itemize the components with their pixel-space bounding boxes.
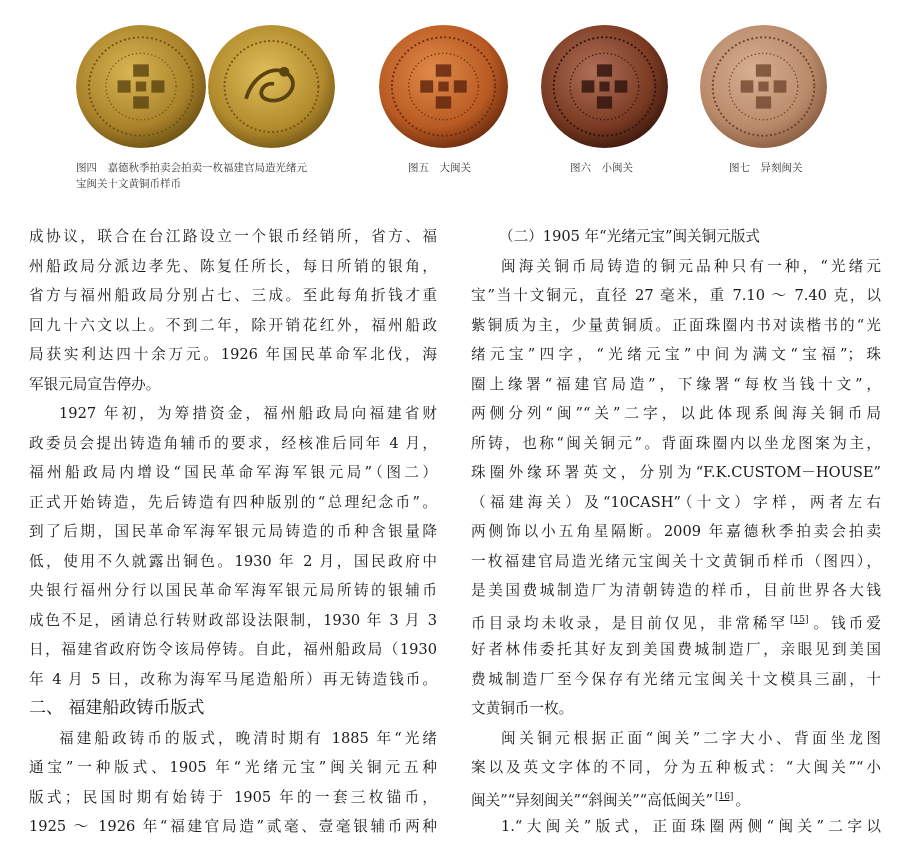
text-line: 一枚福建官局造光绪元宝闽关十文黄铜币样币（图四），	[471, 552, 881, 570]
text-line: 福州船政局内增设“国民革命军海军银元局”（图二）	[29, 464, 437, 481]
text-line: （福建海关）及“10CASH”（十文）字样，两者左右	[471, 493, 881, 511]
text-line: 闽关铜元根据正面“闽关”二字大小、背面坐龙图	[501, 729, 881, 747]
text-line: 省方与福州船政局分别占七、三成。至此每角折钱才重	[29, 287, 437, 304]
fig6-caption: 图六 小闽关	[570, 162, 633, 174]
text-line: 低，使用不久就露出铜色。1930 年 2 月，国民政府中	[29, 552, 437, 570]
text-line: 案以及英文字体的不同，分为五种板式：“大闽关”“小	[471, 759, 881, 776]
coin-fig5	[379, 25, 508, 148]
text-line: 好者林伟委托其好友到美国费城制造厂，亲眼见到美国	[471, 641, 881, 658]
text-fragment: 闽关”“异刻闽关”“斜闽关”“高低闽关”	[471, 791, 713, 809]
text-line: 绪元宝”四字，“光绪元宝”中间为满文“宝福”；珠	[471, 346, 881, 363]
text-fragment: 币目录均未收录，是目前仅见，非常稀罕	[471, 614, 789, 632]
text-line: 军银元局宣告停办。	[29, 375, 161, 393]
fig5-caption: 图五 大闽关	[408, 162, 471, 174]
text-line: 政委员会提出铸造角辅币的要求，经核准后同年 4 月，	[29, 434, 437, 452]
text-line: 是美国费城制造厂为清朝铸造的样币，目前世界各大钱	[471, 582, 881, 599]
coin-fig4-reverse	[208, 25, 335, 148]
text-line: 局获实利达四十余万元。1926 年国民革命军北伐，海	[29, 346, 437, 363]
text-line: 通宝”一种版式、1905 年“光绪元宝”闽关铜元五种	[29, 759, 437, 776]
text-line: 成色不足，函请总行转财政部设法限制，1930 年 3 月 3	[29, 611, 437, 629]
text-line: 两侧分列“闽”“关”二字，以此体现系闽海关铜币局	[471, 405, 881, 422]
text-line: 福建船政铸币的版式，晚清时期有 1885 年“光绪	[59, 729, 437, 747]
text-line: 紫铜质为主，少量黄铜质。正面珠圈内书对读楷书的“光	[471, 316, 881, 334]
text-line: 1.“大闽关”版式，正面珠圈两侧“闽关”二字以	[501, 818, 881, 835]
section-heading: 二、 福建船政铸币版式	[29, 698, 205, 718]
text-line: 圈上缘署“福建官局造”，下缘署“每枚当钱十文”，	[471, 375, 881, 393]
right-column	[471, 222, 881, 842]
footnote-ref-16[interactable]: [16]	[714, 791, 734, 802]
text-line: 州船政局分派边孝先、陈复任所长，每日所销的银角，	[29, 257, 437, 275]
fig4-caption-line1: 图四 嘉德秋季拍卖会拍卖一枚福建官局造光绪元	[76, 162, 307, 174]
text-line: 1925 ～ 1926 年“福建官局造”贰毫、壹毫银辅币两种	[29, 818, 437, 835]
text-line: 珠圈外缘环署英文，分别为“F.K.CUSTOM－HOUSE”	[471, 464, 881, 481]
text-line: 央银行福州分行以国民革命军海军银元局所铸的银辅币	[29, 582, 437, 599]
text-fragment: 。钱币爱	[810, 614, 881, 632]
footnote-ref-15[interactable]: [15]	[790, 614, 809, 625]
text-line: 年 4 月 5 日，改称为海军马尾造船所）再无铸造钱币。	[29, 670, 437, 688]
text-fragment: 。	[735, 791, 751, 809]
text-line	[471, 783, 881, 813]
coin-fig4-obverse	[76, 25, 206, 148]
coin-fig6	[541, 25, 668, 148]
text-line: 1927 年初，为筹措资金，福州船政局向福建省财	[59, 405, 437, 422]
fig4-caption-line2: 宝闽关十文黄铜币样币	[76, 178, 181, 190]
fig7-caption: 图七 异刻闽关	[729, 162, 803, 174]
coin-fig7	[700, 25, 827, 148]
text-line: 宝”当十文铜元，直径 27 毫米，重 7.10 ～ 7.40 克，以	[471, 287, 881, 304]
text-line: 闽海关铜币局铸造的铜元品种只有一种，“光绪元	[501, 257, 881, 275]
text-line: 到了后期，国民革命军海军银元局铸造的币种含银量降	[29, 523, 437, 540]
text-line: 两侧饰以小五角星隔断。2009 年嘉德秋季拍卖会拍卖	[471, 523, 881, 540]
text-line: 日，福建省政府饬令该局停铸。自此，福州船政局（1930	[29, 641, 437, 658]
text-line: 回九十六文以上。不到二年，除开销花红外，福州船政	[29, 316, 437, 334]
text-line: 成协议，联合在台江路设立一个银币经销所，省方、福	[29, 228, 437, 245]
left-column	[29, 222, 437, 842]
text-line: 正式开始铸造，先后铸造有四种版别的“总理纪念币”。	[29, 493, 437, 511]
text-line: 费城制造厂至今保存有光绪元宝闽关十文模具三副，十	[471, 670, 881, 688]
subsection-heading: （二）1905 年“光绪元宝”闽关铜元版式	[499, 228, 761, 245]
text-line: 所铸，也称“闽关铜元”。背面珠圈内以坐龙图案为主，	[471, 434, 881, 452]
text-line: 文黄铜币一枚。	[471, 700, 574, 717]
text-line	[471, 606, 881, 636]
text-line: 版式；民国时期有始铸于 1905 年的一套三枚锚币，	[29, 788, 437, 806]
